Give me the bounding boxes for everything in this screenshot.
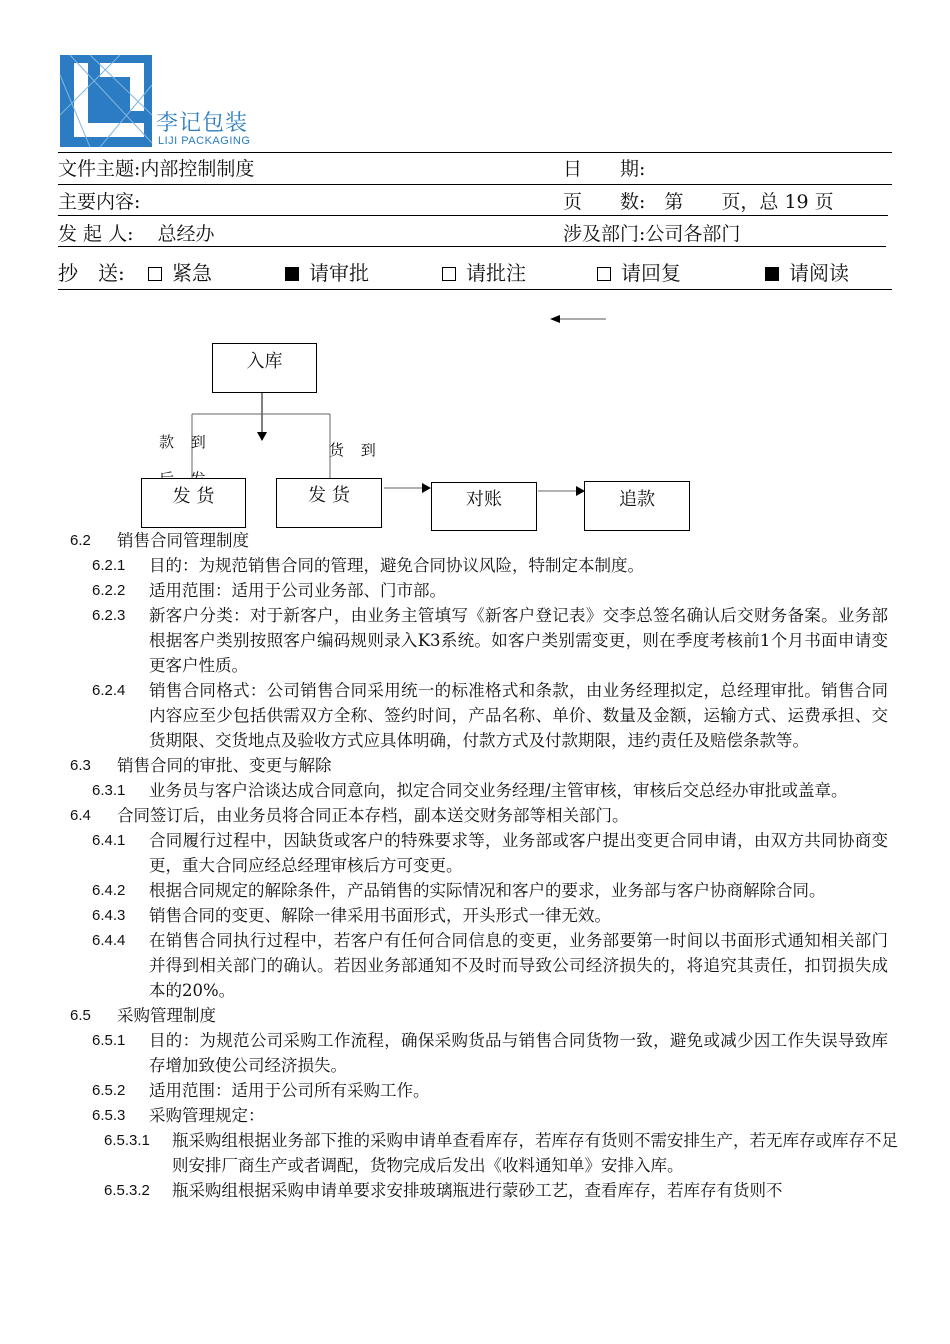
- section-number: 6.4.4: [92, 932, 126, 949]
- section-number: 6.3: [70, 757, 91, 774]
- option-label: 请阅读: [789, 261, 849, 285]
- originator-label: 发 起 人:: [58, 223, 134, 245]
- originator-field: [58, 222, 215, 246]
- option-annotate[interactable]: [442, 261, 526, 285]
- section-item: [0, 553, 950, 578]
- subject-field: [58, 157, 254, 181]
- logo-name-en: LIJI PACKAGING: [158, 135, 251, 147]
- section-item: [0, 803, 950, 828]
- page-count-field: 页 数: 第 页，总 19 页: [563, 191, 834, 213]
- logo-mark-icon: [60, 55, 152, 147]
- section-text: 目的：为规范销售合同的管理，避免合同协议风险，特制定本制度。: [149, 556, 644, 575]
- section-text: 销售合同的变更、解除一律采用书面形式，开头形式一律无效。: [149, 906, 611, 925]
- department-field: [563, 222, 740, 246]
- section-text: 适用范围：适用于公司所有采购工作。: [149, 1081, 430, 1100]
- section-number: 6.2.2: [92, 582, 126, 599]
- section-text: 销售合同的审批、变更与解除: [117, 756, 332, 775]
- date-field: [563, 157, 645, 181]
- section-item: [0, 1078, 950, 1103]
- logo-name-cn: 李记包装: [156, 111, 249, 136]
- section-item: [0, 528, 950, 553]
- flow-node-reconcile: 对账: [431, 482, 537, 531]
- option-reply[interactable]: [597, 261, 681, 285]
- section-text: 根据合同规定的解除条件，产品销售的实际情况和客户的要求，业务部与客户协商解除合同。: [149, 881, 826, 900]
- section-number: 6.2.3: [92, 607, 126, 624]
- section-number: 6.5.3.2: [104, 1182, 150, 1199]
- section-item: [0, 903, 950, 928]
- left-arrow-icon: [550, 312, 610, 326]
- section-number: 6.5.2: [92, 1082, 126, 1099]
- section-number: 6.4.1: [92, 832, 126, 849]
- section-item: [0, 1103, 950, 1128]
- section-text: 采购管理制度: [117, 1006, 216, 1025]
- section-item: [0, 828, 950, 878]
- originator-value: 总经办: [157, 223, 215, 245]
- flow-label-payment-received: 款 到: [159, 433, 212, 451]
- section-number: 6.5.1: [92, 1032, 126, 1049]
- section-number: 6.2.1: [92, 557, 126, 574]
- subject-label: 文件主题:: [58, 158, 141, 180]
- checkbox-checked-icon[interactable]: [285, 267, 299, 281]
- section-number: 6.3.1: [92, 782, 126, 799]
- section-item: [0, 878, 950, 903]
- section-text: 销售合同管理制度: [117, 531, 249, 550]
- option-approve[interactable]: [285, 261, 369, 285]
- subject-value: 内部控制制度: [140, 158, 255, 180]
- section-text: 业务员与客户洽谈达成合同意向，拟定合同交业务经理/主管审核，审核后交总经办审批或盖章。: [149, 781, 848, 800]
- flowchart: [140, 340, 700, 530]
- section-text: 合同签订后，由业务员将合同正本存档，副本送交财务部等相关部门。: [117, 806, 629, 825]
- date-label: 日 期:: [563, 158, 646, 180]
- section-item: [0, 928, 950, 1003]
- section-item: [0, 778, 950, 803]
- section-item: [0, 1128, 950, 1178]
- section-number: 6.4.3: [92, 907, 126, 924]
- content-field: [58, 190, 140, 214]
- flow-label-payment-cut: [159, 464, 212, 476]
- flow-label-goods-arrived: 货 到: [329, 441, 382, 459]
- section-text: 目的：为规范公司采购工作流程，确保采购货品与销售合同货物一致，避免或减少因工作失误导致库存增加致使公司经济损失。: [149, 1031, 888, 1075]
- section-number: 6.2.4: [92, 682, 126, 699]
- section-text: 采购管理规定：: [149, 1106, 265, 1125]
- section-item: [0, 578, 950, 603]
- section-text: 在销售合同执行过程中，若客户有任何合同信息的变更，业务部要第一时间以书面形式通知相关部门并得到相关部门的确认。若因业务部通知不及时而导致公司经济损失的，将追究其责任，扣罚损失成本的20%。: [149, 931, 888, 1000]
- section-text: 瓶采购组根据业务部下推的采购申请单查看库存，若库存有货则不需安排生产，若无库存或库存不足则安排厂商生产或者调配，货物完成后发出《收料通知单》安排入库。: [172, 1131, 898, 1175]
- section-text: 适用范围：适用于公司业务部、门市部。: [149, 581, 446, 600]
- section-item: [0, 1003, 950, 1028]
- section-item: [0, 753, 950, 778]
- content-label: 主要内容:: [58, 191, 141, 213]
- checkbox-checked-icon[interactable]: [765, 267, 779, 281]
- option-label: 请批注: [466, 261, 526, 285]
- header-rule-1: [58, 184, 892, 185]
- checkbox-icon[interactable]: [442, 267, 456, 281]
- section-item: [0, 603, 950, 678]
- section-item: [0, 1178, 950, 1203]
- section-text: 新客户分类：对于新客户，由业务主管填写《新客户登记表》交李总签名确认后交财务备案。业务部根据客户类别按照客户编码规则录入K3系统。如客户类别需变更，则在季度考核前1个月书面申请变更客户性质。: [149, 606, 888, 675]
- department-label: 涉及部门:: [563, 223, 646, 245]
- option-label: 紧急: [172, 261, 212, 285]
- company-logo: [60, 55, 152, 147]
- flow-node-warehouse-in: 入库: [212, 343, 317, 393]
- option-label: 请审批: [309, 261, 369, 285]
- flow-node-collect-payment: 追款: [584, 481, 690, 531]
- header-bottom-rule: [58, 289, 892, 290]
- section-item: [0, 1028, 950, 1078]
- header-top-rule: [58, 152, 892, 153]
- flow-node-ship-a: 发 货: [141, 478, 246, 528]
- checkbox-icon[interactable]: [597, 267, 611, 281]
- section-text: 瓶采购组根据采购申请单要求安排玻璃瓶进行蒙砂工艺，查看库存，若库存有货则不: [172, 1181, 783, 1200]
- section-number: 6.4.2: [92, 882, 126, 899]
- section-number: 6.5.3.1: [104, 1132, 150, 1149]
- section-item: [0, 678, 950, 753]
- flow-node-ship-b: 发 货: [276, 478, 382, 528]
- section-number: 6.5: [70, 1007, 91, 1024]
- header-rule-2: [58, 215, 888, 216]
- section-number: 6.2: [70, 532, 91, 549]
- cc-label: 抄 送:: [58, 261, 125, 285]
- checkbox-icon[interactable]: [148, 267, 162, 281]
- option-urgent[interactable]: [148, 261, 212, 285]
- department-value: 公司各部门: [645, 223, 741, 245]
- section-number: 6.5.3: [92, 1107, 126, 1124]
- option-label: 请回复: [621, 261, 681, 285]
- section-number: 6.4: [70, 807, 91, 824]
- header-rule-3: [58, 246, 886, 247]
- document-body: [0, 528, 950, 1203]
- option-read[interactable]: [765, 261, 849, 285]
- section-text: 销售合同格式：公司销售合同采用统一的标准格式和条款，由业务经理拟定，总经理审批。销售合同内容应至少包括供需双方全称、签约时间，产品名称、单价、数量及金额，运输方式、运费承担、交货期限、交货地点及验收方式应具体明确，付款方式及付款期限，违约责任及赔偿条款等。: [149, 681, 888, 750]
- section-text: 合同履行过程中，因缺货或客户的特殊要求等，业务部或客户提出变更合同申请，由双方共同协商变更，重大合同应经总经理审核后方可变更。: [149, 831, 888, 875]
